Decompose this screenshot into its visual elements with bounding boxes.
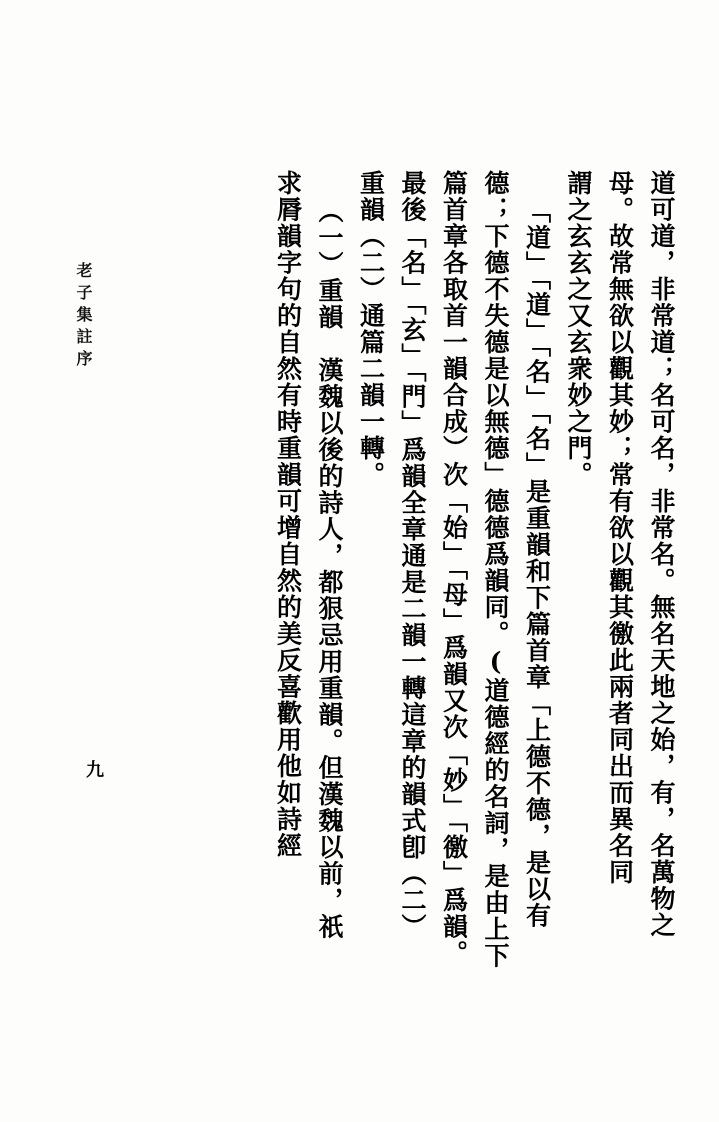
text-column: 重韻（二）通篇二韻一轉。 (356, 170, 386, 488)
text-column: 求脣韻字句的自然有時重韻可增自然的美反喜歡用他如詩經 (273, 170, 303, 859)
text-column: 篇首章各取首一韻合成）次「始」「母」爲韻又次「妙」「徼」爲韻。 (439, 170, 469, 967)
vertical-text-body (70, 170, 679, 1002)
text-column: 德；下德不失德是以無德」德德爲韻同。(道德經的名詞，是由上下 (481, 170, 510, 969)
text-column: 母。故常無欲以觀其妙；常有欲以觀其徼此兩者同出而異名同 (605, 170, 635, 886)
text-column: （一）重韻 漢魏以後的詩人，都狠忌用重韻。但漢魏以前，祇 (315, 198, 344, 940)
text-column: 「道」「道」「名」「名」是重韻和下篇首章「上德不德，是以有 (522, 198, 552, 929)
text-column: 道可道，非常道；名可名，非常名。無名天地之始，有，名萬物之 (647, 170, 676, 939)
text-column: 最後「名」「玄」「門」爲韻全章通是二韻一轉這章的韻式卽（二） (398, 170, 427, 940)
page-number: 九 (83, 760, 104, 778)
running-head: 老子集註序 (74, 262, 93, 372)
text-column: 謂之玄玄之又玄衆妙之門。 (564, 170, 593, 488)
